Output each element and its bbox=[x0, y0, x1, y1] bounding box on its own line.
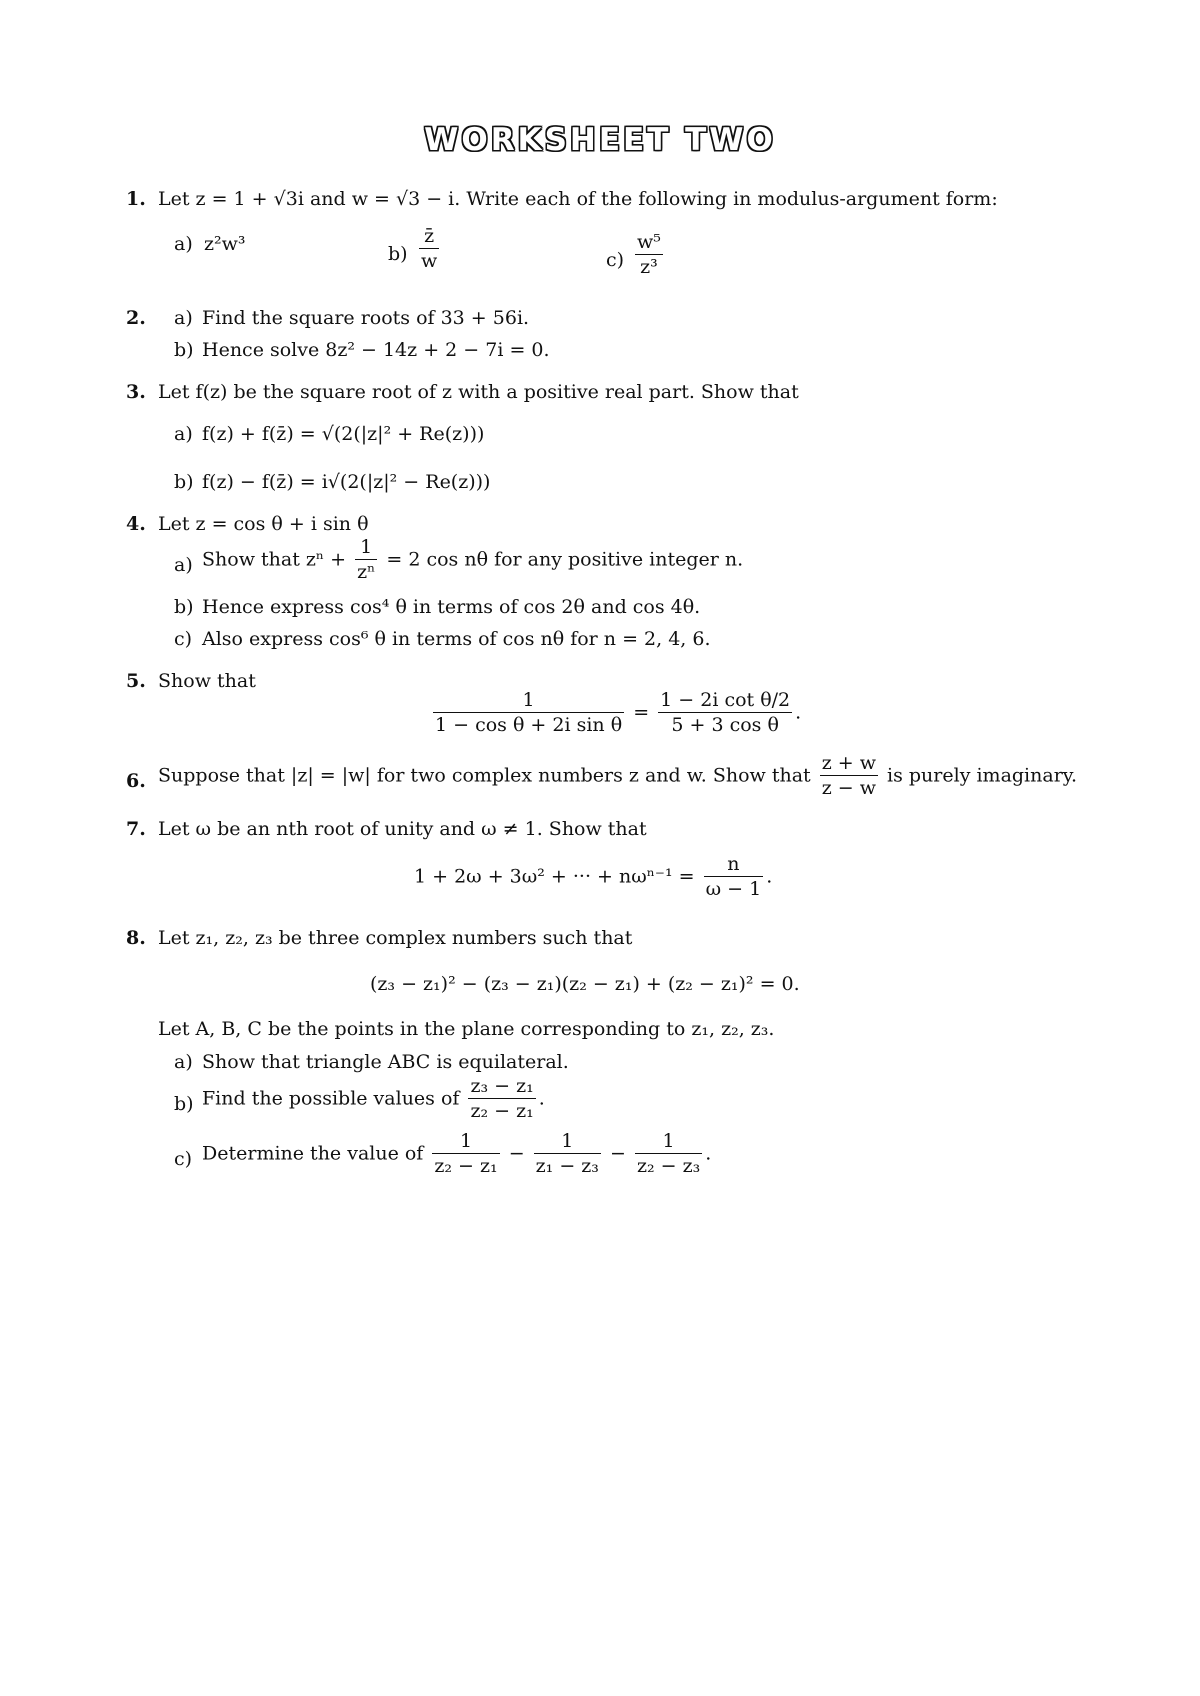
question-1-number: 1. bbox=[126, 188, 146, 210]
q2-part-b-label: b) bbox=[174, 339, 194, 361]
q8-part-b-line bbox=[202, 1074, 545, 1123]
q8-c-denominator-1: z₂ − z₁ bbox=[434, 1155, 498, 1177]
q4-a-suffix: = 2 cos nθ for any positive integer n. bbox=[386, 548, 744, 571]
q4-part-c-label: c) bbox=[174, 628, 193, 650]
q7-equation bbox=[414, 852, 772, 901]
q1-part-a-label: a) bbox=[174, 233, 193, 255]
q1-part-c-label: c) bbox=[606, 249, 625, 271]
q6-numerator: z + w bbox=[821, 752, 876, 774]
q4-a-prefix: Show that zⁿ + bbox=[202, 548, 347, 571]
q8-c-end: . bbox=[705, 1142, 712, 1165]
q8-c-minus-2: − bbox=[609, 1142, 626, 1165]
q8-equation: (z₃ − z₁)² − (z₃ − z₁)(z₂ − z₁) + (z₂ − z₁)² = 0. bbox=[370, 973, 800, 995]
q4-part-c-text: Also express cos⁶ θ in terms of cos nθ for n = 2, 4, 6. bbox=[202, 628, 711, 650]
q4-part-a-label: a) bbox=[174, 554, 193, 576]
q8-b-denominator: z₂ − z₁ bbox=[470, 1100, 534, 1122]
q8-c-numerator-3: 1 bbox=[662, 1130, 675, 1152]
q6-denominator: z − w bbox=[821, 777, 876, 799]
q2-part-a-text: Find the square roots of 33 + 56i. bbox=[202, 307, 530, 329]
q5-rhs-numerator: 1 − 2i cot θ/2 bbox=[660, 689, 791, 711]
q5-rhs-denominator: 5 + 3 cos θ bbox=[658, 712, 792, 737]
q1-part-b-label: b) bbox=[388, 243, 408, 265]
q5-lhs-numerator: 1 bbox=[522, 689, 535, 711]
q4-a-denominator: zⁿ bbox=[357, 561, 376, 583]
q8-part-b-label: b) bbox=[174, 1093, 194, 1115]
question-1-text: Let z = 1 + √3i and w = √3 − i. Write each of the following in modulus-argument form: bbox=[158, 188, 998, 210]
q8-part-a-text: Show that triangle ABC is equilateral. bbox=[202, 1051, 569, 1073]
q1-part-c-fraction bbox=[632, 230, 666, 279]
q4-part-b-text: Hence express cos⁴ θ in terms of cos 2θ and cos 4θ. bbox=[202, 596, 701, 618]
q2-part-a-label: a) bbox=[174, 307, 193, 329]
q5-lhs-denominator: 1 − cos θ + 2i sin θ bbox=[435, 714, 623, 736]
q8-c-prefix: Determine the value of bbox=[202, 1142, 424, 1165]
q4-part-a-line bbox=[202, 535, 743, 584]
q2-part-b-text: Hence solve 8z² − 14z + 2 − 7i = 0. bbox=[202, 339, 550, 361]
q3-part-b-label: b) bbox=[174, 471, 194, 493]
q8-part-a-label: a) bbox=[174, 1051, 193, 1073]
q1-part-b-fraction bbox=[416, 224, 442, 273]
question-8-number: 8. bbox=[126, 927, 146, 949]
q7-denominator: ω − 1 bbox=[705, 878, 762, 900]
q7-end: . bbox=[766, 865, 773, 888]
q1-c-numerator: w⁵ bbox=[637, 231, 661, 253]
q6-suffix: is purely imaginary. bbox=[887, 764, 1078, 787]
question-7-text: Let ω be an nth root of unity and ω ≠ 1. Show that bbox=[158, 818, 647, 840]
q4-part-b-label: b) bbox=[174, 596, 194, 618]
q3-part-a-label: a) bbox=[174, 423, 193, 445]
q7-numerator: n bbox=[727, 853, 740, 875]
q8-c-denominator-2: z₁ − z₃ bbox=[535, 1155, 599, 1177]
q1-b-numerator: z̄ bbox=[424, 225, 435, 247]
q1-b-denominator: w bbox=[421, 250, 438, 272]
question-4-number: 4. bbox=[126, 513, 146, 535]
question-3-number: 3. bbox=[126, 381, 146, 403]
q8-c-numerator-1: 1 bbox=[459, 1130, 473, 1152]
q6-line bbox=[158, 751, 1077, 800]
q4-a-numerator: 1 bbox=[360, 536, 373, 558]
q5-end: . bbox=[795, 701, 802, 724]
q8-c-numerator-2: 1 bbox=[561, 1130, 574, 1152]
q3-part-a-expr: f(z) + f(z̄) = √(2(|z|² + Re(z))) bbox=[202, 423, 485, 445]
q1-c-denominator: z³ bbox=[635, 254, 663, 279]
question-7-number: 7. bbox=[126, 818, 146, 840]
question-2-number: 2. bbox=[126, 307, 146, 329]
page-title: WORKSHEET TWO bbox=[424, 122, 776, 158]
q8-b-numerator: z₃ − z₁ bbox=[470, 1075, 534, 1097]
question-8-text: Let z₁, z₂, z₃ be three complex numbers such that bbox=[158, 927, 633, 949]
q5-equals: = bbox=[633, 701, 650, 724]
q8-b-prefix: Find the possible values of bbox=[202, 1087, 460, 1110]
question-3-text: Let f(z) be the square root of z with a positive real part. Show that bbox=[158, 381, 799, 403]
q8-c-minus-1: − bbox=[508, 1142, 525, 1165]
q8-c-denominator-3: z₂ − z₃ bbox=[636, 1155, 701, 1177]
question-6-number: 6. bbox=[126, 770, 146, 792]
question-5-text: Show that bbox=[158, 670, 256, 692]
q8-b-end: . bbox=[538, 1087, 545, 1110]
q8-part-c-label: c) bbox=[174, 1148, 193, 1170]
q3-part-b-expr: f(z) − f(z̄) = i√(2(|z|² − Re(z))) bbox=[202, 471, 491, 493]
q7-lhs: 1 + 2ω + 3ω² + ··· + nωⁿ⁻¹ = bbox=[414, 865, 695, 888]
q1-part-a-expr: z²w³ bbox=[204, 233, 246, 255]
q8-points-text: Let A, B, C be the points in the plane corresponding to z₁, z₂, z₃. bbox=[158, 1018, 775, 1040]
q8-part-c-line bbox=[202, 1129, 711, 1178]
q6-prefix: Suppose that |z| = |w| for two complex numbers z and w. Show that bbox=[158, 764, 811, 787]
q5-equation bbox=[430, 688, 801, 737]
question-4-text: Let z = cos θ + i sin θ bbox=[158, 513, 369, 535]
question-5-number: 5. bbox=[126, 670, 146, 692]
